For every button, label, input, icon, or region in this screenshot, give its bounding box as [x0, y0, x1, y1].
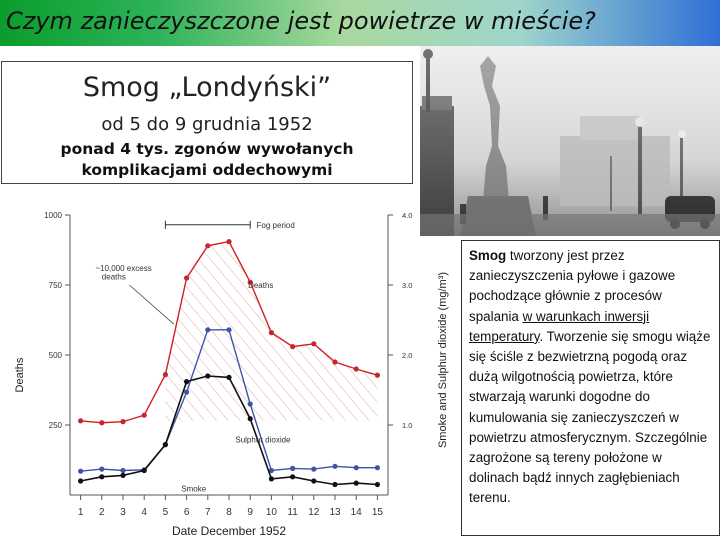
data-point	[184, 275, 189, 280]
x-tick-label: 10	[265, 507, 277, 518]
x-tick-label: 8	[226, 507, 232, 518]
data-point	[354, 366, 359, 371]
smog-chart	[0, 205, 460, 540]
y2-tick-label: 4.0	[402, 211, 413, 220]
y-tick-label: 250	[48, 421, 62, 430]
data-point	[311, 478, 316, 483]
y-axis-title: Deaths	[14, 357, 26, 393]
x-tick-label: 3	[120, 507, 126, 518]
data-point	[269, 330, 274, 335]
data-point	[78, 478, 83, 483]
x-tick-label: 5	[162, 507, 169, 518]
excess-deaths-pointer	[129, 285, 174, 324]
y2-tick-label: 3.0	[402, 281, 413, 290]
series-label: Smoke	[181, 484, 207, 494]
data-point	[332, 359, 337, 364]
data-point	[184, 379, 189, 384]
x-tick-label: 7	[205, 507, 211, 518]
x-tick-label: 6	[183, 507, 190, 518]
data-point	[99, 420, 104, 425]
london-smog-box	[1, 61, 413, 184]
data-point	[354, 481, 359, 486]
x-tick-label: 15	[371, 507, 383, 518]
x-tick-label: 13	[329, 507, 341, 518]
x-tick-label: 12	[308, 507, 320, 518]
x-tick-label: 14	[350, 507, 362, 518]
data-point	[375, 482, 380, 487]
data-point	[78, 469, 83, 474]
data-point	[269, 476, 274, 481]
excess-deaths-label: ~10,000 excess	[95, 264, 152, 273]
smog-description	[461, 240, 720, 536]
page-title: Czym zanieczyszczone jest powietrze w mieście?	[6, 7, 596, 35]
data-point	[226, 239, 231, 244]
x-tick-label: 11	[287, 507, 298, 518]
data-point	[311, 467, 316, 472]
data-point	[99, 467, 104, 472]
data-point	[163, 442, 168, 447]
data-point	[332, 482, 337, 487]
data-point	[99, 474, 104, 479]
description-underlined: w warunkach inwersji temperatury	[469, 308, 650, 344]
data-point	[290, 474, 295, 479]
x-tick-label: 1	[77, 507, 84, 518]
data-point	[142, 468, 147, 473]
data-point	[205, 373, 210, 378]
description-part1: tworzony jest przez zanieczyszczenia pyłowe i gazowe pochodzące głównie z procesów spalania	[469, 248, 676, 324]
data-point	[248, 401, 253, 406]
y-tick-label: 500	[48, 351, 62, 360]
data-point	[120, 419, 125, 424]
title-bar	[0, 0, 720, 46]
y2-axis-title: Smoke and Sulphur dioxide (mg/m³)	[437, 271, 449, 449]
data-point	[120, 468, 125, 473]
data-point	[205, 243, 210, 248]
smog-heading: Smog „Londyński”	[82, 72, 332, 103]
data-point	[375, 465, 380, 470]
foggy-street-photo-icon	[420, 46, 720, 236]
data-point	[290, 344, 295, 349]
y2-tick-label: 2.0	[402, 351, 413, 360]
data-point	[248, 416, 253, 421]
smog-deaths-text: ponad 4 tys. zgonów wywołanych komplikacjami oddechowymi	[60, 140, 354, 179]
y2-tick-label: 1.0	[402, 421, 413, 430]
data-point	[332, 464, 337, 469]
data-point	[163, 372, 168, 377]
data-point	[311, 341, 316, 346]
data-point	[142, 413, 147, 418]
series-label: Sulphur dioxide	[235, 435, 291, 445]
x-axis-title: Date December 1952	[171, 524, 287, 538]
description-part2: . Tworzenie się smogu wiąże się ściśle z bezwietrzną pogodą oraz dużą wilgotnością powietrza, które stwarzają warunki dogodne do kumulowania się zanieczyszczeń w powietrzu atmosferycznym. Szczególnie zagrożone są tereny położone w dolinach bądź innych zagłębieniach terenu.	[469, 328, 711, 506]
smog-dates: od 5 do 9 grudnia 1952	[101, 114, 313, 135]
data-point	[375, 373, 380, 378]
data-point	[226, 327, 231, 332]
description-term: Smog	[469, 248, 507, 263]
data-point	[120, 473, 125, 478]
data-point	[290, 466, 295, 471]
y-tick-label: 750	[48, 281, 62, 290]
series-label: Deaths	[248, 280, 274, 290]
fog-period-label: Fog period	[256, 220, 295, 230]
x-tick-label: 4	[141, 507, 147, 518]
data-point	[184, 390, 189, 395]
data-point	[354, 465, 359, 470]
data-point	[226, 375, 231, 380]
y-tick-label: 1000	[44, 211, 62, 220]
data-point	[78, 418, 83, 423]
x-tick-label: 9	[247, 507, 253, 518]
data-point	[205, 327, 210, 332]
excess-deaths-label: deaths	[101, 272, 126, 282]
x-tick-label: 2	[99, 507, 105, 518]
